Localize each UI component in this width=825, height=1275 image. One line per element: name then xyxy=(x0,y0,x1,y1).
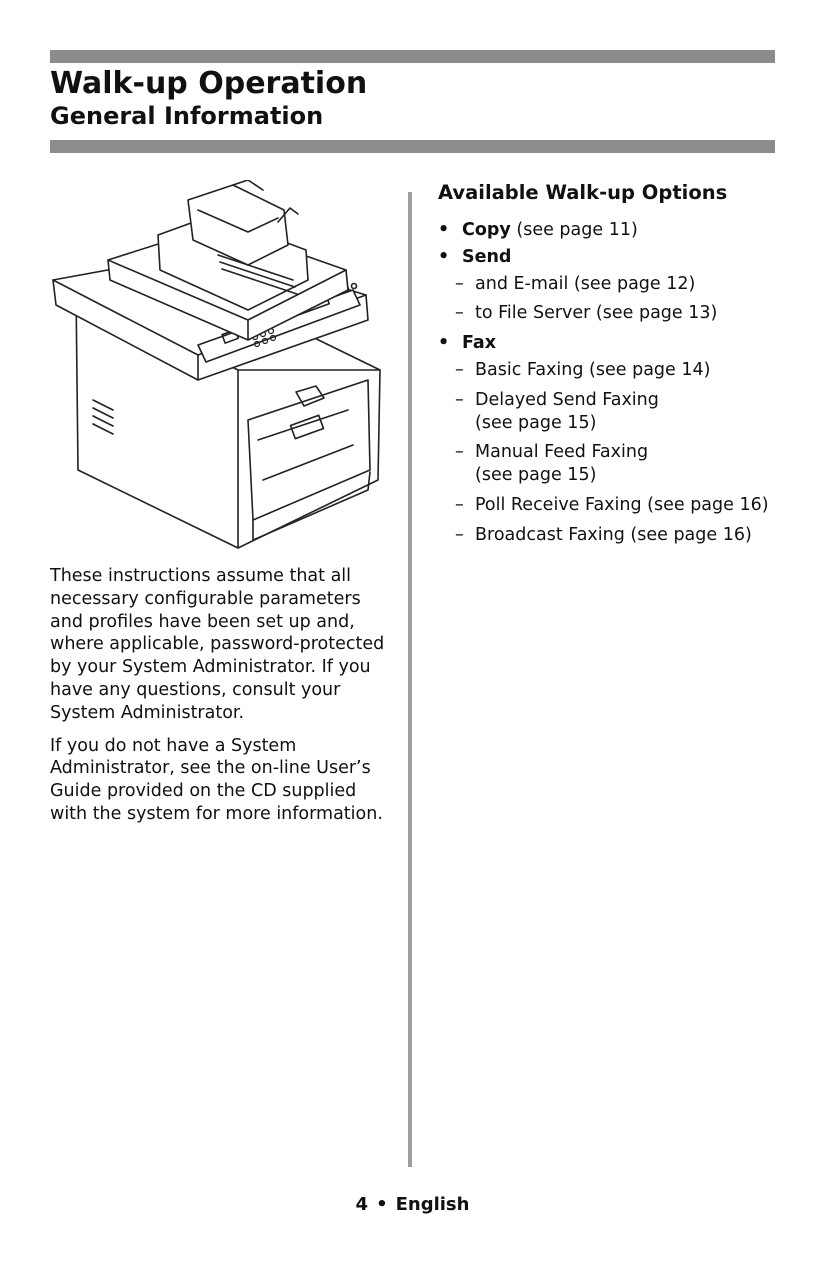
page-number: 4 xyxy=(355,1194,369,1215)
page-title: Walk-up Operation xyxy=(50,66,368,101)
fax-sub-item: – Broadcast Faxing (see page 16) xyxy=(455,524,752,545)
bullet-icon: • xyxy=(438,333,450,354)
header-rule-top xyxy=(50,50,775,63)
fax-sub-item-text: Manual Feed Faxing (see page 15) xyxy=(475,442,649,486)
page-subtitle: General Information xyxy=(50,102,324,130)
fax-sub-item-text: Basic Faxing (see page 14) xyxy=(475,359,711,380)
option-fax xyxy=(438,332,783,355)
fax-sub-item: – Manual Feed Faxing (see page 15) xyxy=(455,442,649,486)
option-copy-label: Copy xyxy=(462,220,511,240)
bullet-icon: • xyxy=(438,220,450,240)
option-fax-label: Fax xyxy=(462,333,497,354)
option-copy-ref: (see page 11) xyxy=(516,220,638,240)
footer-bullet: • xyxy=(376,1194,388,1215)
header-rule-bottom xyxy=(50,140,775,153)
intro-paragraph: These instructions assume that all necessary configurable parameters and profiles have been set up and, where applicable, password-protected by your System Administrator. If you have any questions, consult your System Administrator. xyxy=(50,566,385,723)
option-copy xyxy=(438,219,783,242)
page-footer xyxy=(0,1194,825,1215)
fax-sub-item: – Delayed Send Faxing (see page 15) xyxy=(455,389,659,433)
send-sub-item-text: and E-mail (see page 12) xyxy=(475,273,696,294)
admin-paragraph: If you do not have a System Administrator, see the on-line User’s Guide provided on the CD supplied with the system for more information. xyxy=(50,735,383,824)
fax-sub-item-text: Broadcast Faxing (see page 16) xyxy=(475,524,752,545)
options-heading: Available Walk-up Options xyxy=(438,181,728,204)
right-column xyxy=(438,180,783,554)
send-sub-item-text: to File Server (see page 13) xyxy=(475,303,718,324)
footer-language: English xyxy=(395,1194,470,1215)
fax-sub-item: – Poll Receive Faxing (see page 16) xyxy=(455,494,769,515)
option-send xyxy=(438,246,783,269)
fax-sub-item: – Basic Faxing (see page 14) xyxy=(455,359,711,380)
send-sub-item: – and E-mail (see page 12) xyxy=(455,273,696,294)
column-divider xyxy=(408,192,412,1167)
left-column xyxy=(50,565,390,836)
option-send-label: Send xyxy=(462,246,512,267)
fax-sub-item-text: Delayed Send Faxing (see page 15) xyxy=(475,389,659,433)
send-sub-item: – to File Server (see page 13) xyxy=(455,303,718,324)
multifunction-printer-illustration xyxy=(48,180,388,552)
bullet-icon: • xyxy=(438,246,450,267)
fax-sub-item-text: Poll Receive Faxing (see page 16) xyxy=(475,494,769,515)
